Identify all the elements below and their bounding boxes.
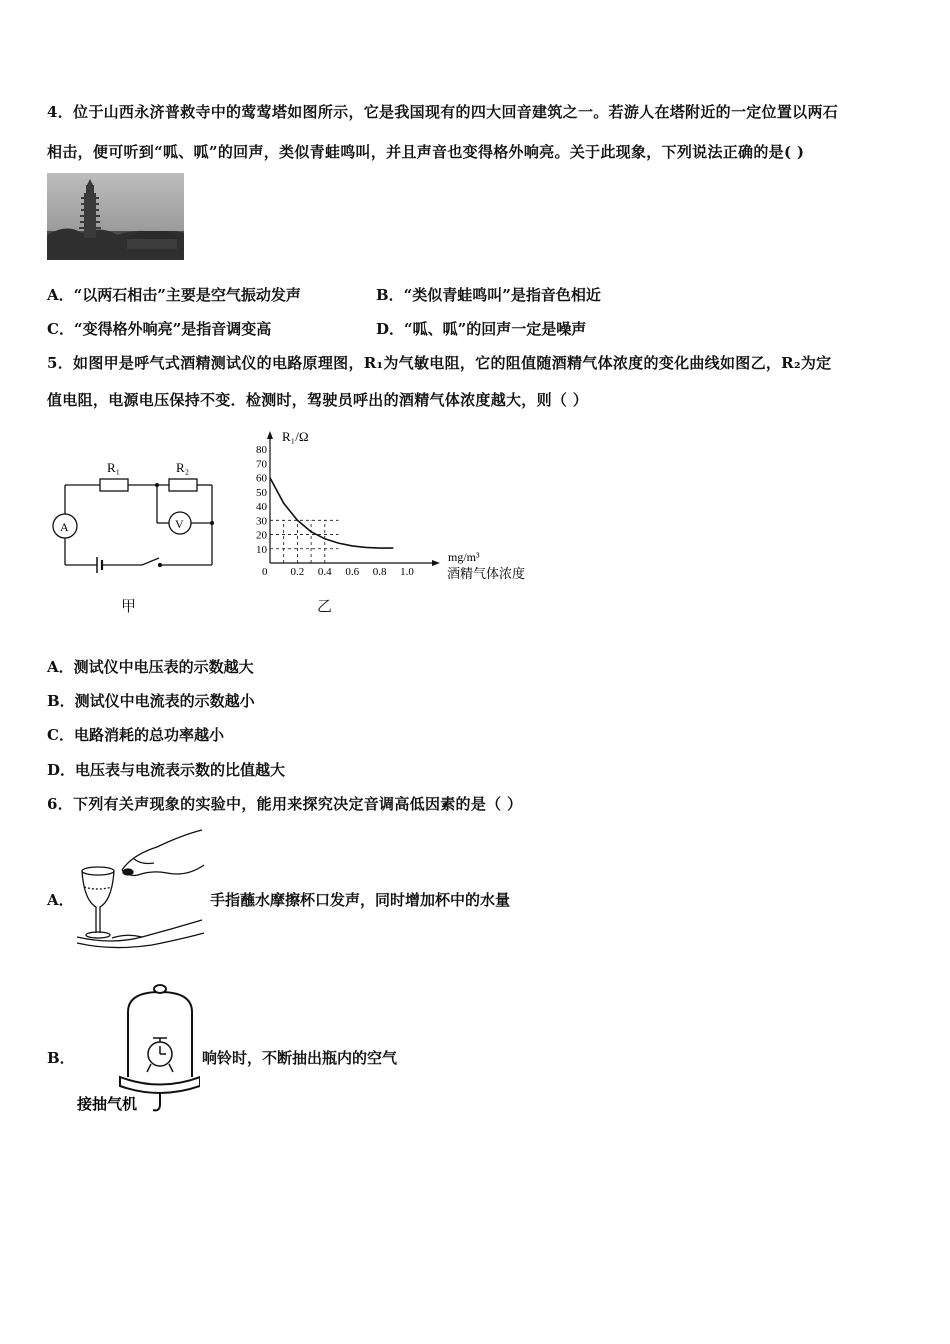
x-tick-label: 0.2: [290, 566, 305, 578]
r1-curve: [270, 478, 393, 548]
circuit-caption: 甲: [121, 597, 137, 615]
y-tick-label: 80: [256, 444, 267, 457]
y-tick-label: 30: [256, 515, 267, 528]
q5-stem-line1: 5．如图甲是呼气式酒精测试仪的电路原理图，R₁为气敏电阻，它的阻值随酒精气体浓度的变化曲线如图乙，R₂为定: [47, 354, 832, 372]
q6-stem: 6．下列有关声现象的实验中，能用来探究决定音调高低因素的是（ ）: [47, 795, 523, 813]
q5-option-a: A．测试仪中电压表的示数越大: [47, 658, 254, 676]
x-tick-label: 0.8: [372, 566, 387, 578]
q6-option-a-label: A．: [47, 891, 74, 909]
pagoda-photo: [47, 173, 184, 260]
graph-xlabel: 酒精气体浓度: [447, 566, 526, 581]
resistance-graph: [245, 425, 545, 590]
ammeter-label: A: [60, 520, 69, 534]
graph-caption: 乙: [317, 597, 333, 615]
resistor-r1: [100, 479, 128, 491]
x-tick-label: 1.0: [400, 566, 414, 578]
q5-option-c: C．电路消耗的总功率越小: [47, 726, 224, 744]
bell-jar-illustration: [75, 982, 200, 1117]
y-tick-label: 20: [256, 529, 267, 542]
pump-label: 接抽气机: [77, 1097, 138, 1113]
q4-stem-line2: 相击，便可听到“呱、呱”的回声，类似青蛙鸣叫，并且声音也变得格外响亮。关于此现象，下列说法正确的是( ): [47, 143, 805, 161]
y-tick-label: 60: [256, 472, 267, 485]
q6-option-b-text: 响铃时，不断抽出瓶内的空气: [202, 1049, 398, 1067]
y-tick-label: 40: [256, 501, 267, 514]
resistor-r2: [169, 479, 197, 491]
q5-option-d: D．电压表与电流表示数的比值越大: [47, 761, 286, 779]
y-tick-label: 70: [256, 458, 267, 471]
y-tick-label: 10: [256, 543, 267, 556]
q6-option-b-label: B．: [47, 1049, 75, 1067]
r1-label: R₁: [107, 460, 121, 475]
q4-option-d: D．“呱、呱”的回声一定是噪声: [376, 320, 587, 338]
q4-option-a: A．“以两石相击”主要是空气振动发声: [47, 286, 301, 304]
q5-stem-line2: 值电阻，电源电压保持不变．检测时，驾驶员呼出的酒精气体浓度越大，则（ ）: [47, 391, 589, 409]
q4-option-b: B．“类似青蛙鸣叫”是指音色相近: [376, 286, 601, 304]
q5-option-b: B．测试仪中电流表的示数越小: [47, 692, 255, 710]
wine-glass-illustration: [72, 825, 207, 953]
y-tick-label: 50: [256, 486, 267, 499]
voltmeter-label: V: [175, 517, 184, 531]
graph-xunit: mg/m³: [448, 550, 480, 564]
q6-option-a-text: 手指蘸水摩擦杯口发声，同时增加杯中的水量: [210, 891, 511, 909]
origin-label: 0: [262, 566, 268, 578]
graph-ylabel: R₁/Ω: [282, 429, 309, 444]
x-tick-label: 0.4: [317, 566, 332, 578]
q4-stem-line1: 4．位于山西永济普救寺中的莺莺塔如图所示，它是我国现有的四大回音建筑之一。若游人在塔附近的一定位置以两石: [47, 103, 839, 121]
circuit-diagram: [47, 455, 222, 575]
q4-option-c: C．“变得格外响亮”是指音调变高: [47, 320, 272, 338]
x-tick-label: 0.6: [345, 566, 360, 578]
r2-label: R₂: [176, 460, 190, 475]
